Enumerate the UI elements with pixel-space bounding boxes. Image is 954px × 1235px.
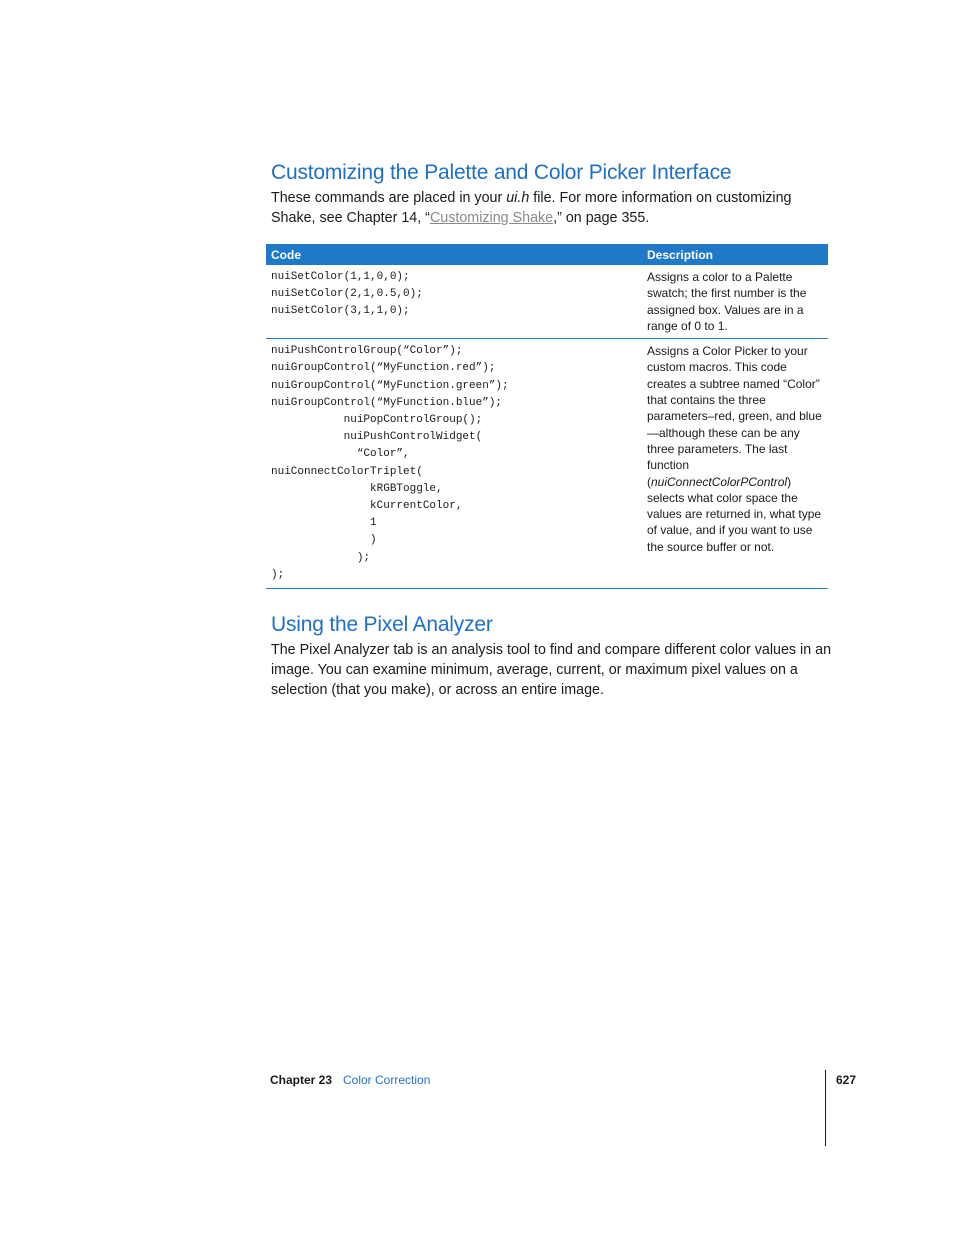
description-text-part: Assigns a Color Picker to your custom macros. This code creates a subtree named “Color” that contains the three parameters–red, green, and blue—although these can be any three parameters. The last function ( bbox=[647, 344, 822, 489]
description-text bbox=[647, 343, 823, 555]
description-cell bbox=[642, 339, 828, 589]
intro-text-end: ,” on page 355. bbox=[553, 210, 650, 226]
description-text: Assigns a color to a Palette swatch; the first number is the assigned box. Values are in a range of 0 to 1. bbox=[647, 270, 807, 333]
filename-italic: ui.h bbox=[506, 190, 530, 206]
page-number: 627 bbox=[836, 1073, 857, 1087]
section-heading-pixel-analyzer: Using the Pixel Analyzer bbox=[271, 613, 493, 636]
column-header-code: Code bbox=[266, 244, 642, 265]
code-block: nuiPushControlGroup(“Color”); nuiGroupControl(“MyFunction.red”); nuiGroupControl(“MyFunction.green”); nuiGroupControl(“MyFunction.blue”); nuiPopControlGroup(); nuiPushControlWidget( “Color”, nuiConnectColorTriplet( kRGBToggle, kCurrentColor, 1 ) ); ); bbox=[271, 345, 509, 581]
section-heading-palette: Customizing the Palette and Color Picker Interface bbox=[271, 161, 732, 184]
section-intro-paragraph bbox=[271, 188, 831, 228]
pixel-analyzer-paragraph: The Pixel Analyzer tab is an analysis tool to find and compare different color values in an image. You can examine minimum, average, current, or maximum pixel values on a selection (that you make), or across an entire image. bbox=[271, 642, 832, 698]
footer-chapter-label: Chapter 23 bbox=[270, 1073, 333, 1087]
footer-divider bbox=[825, 1070, 826, 1146]
table-row bbox=[266, 339, 828, 589]
code-block: nuiSetColor(1,1,0,0); nuiSetColor(2,1,0.5,0); nuiSetColor(3,1,1,0); bbox=[271, 271, 423, 318]
code-cell bbox=[266, 265, 642, 339]
table-row bbox=[266, 265, 828, 339]
table-header-row bbox=[266, 244, 828, 265]
column-header-description: Description bbox=[642, 244, 828, 265]
description-text-part: ) selects what color space the values are returned in, what type of value, and if you want to use the source buffer or not. bbox=[647, 474, 822, 554]
customizing-shake-link[interactable]: Customizing Shake bbox=[429, 210, 554, 226]
description-cell bbox=[642, 265, 828, 339]
function-name-italic: nuiConnectColorPControl bbox=[651, 474, 788, 489]
code-description-table bbox=[266, 244, 828, 589]
intro-text: These commands are placed in your bbox=[271, 190, 507, 206]
intro-text-cont: file. For more information on customizing Shake, see Chapter 14, “ bbox=[271, 190, 792, 226]
code-cell bbox=[266, 339, 642, 589]
footer-chapter-title[interactable]: Color Correction bbox=[343, 1073, 431, 1087]
